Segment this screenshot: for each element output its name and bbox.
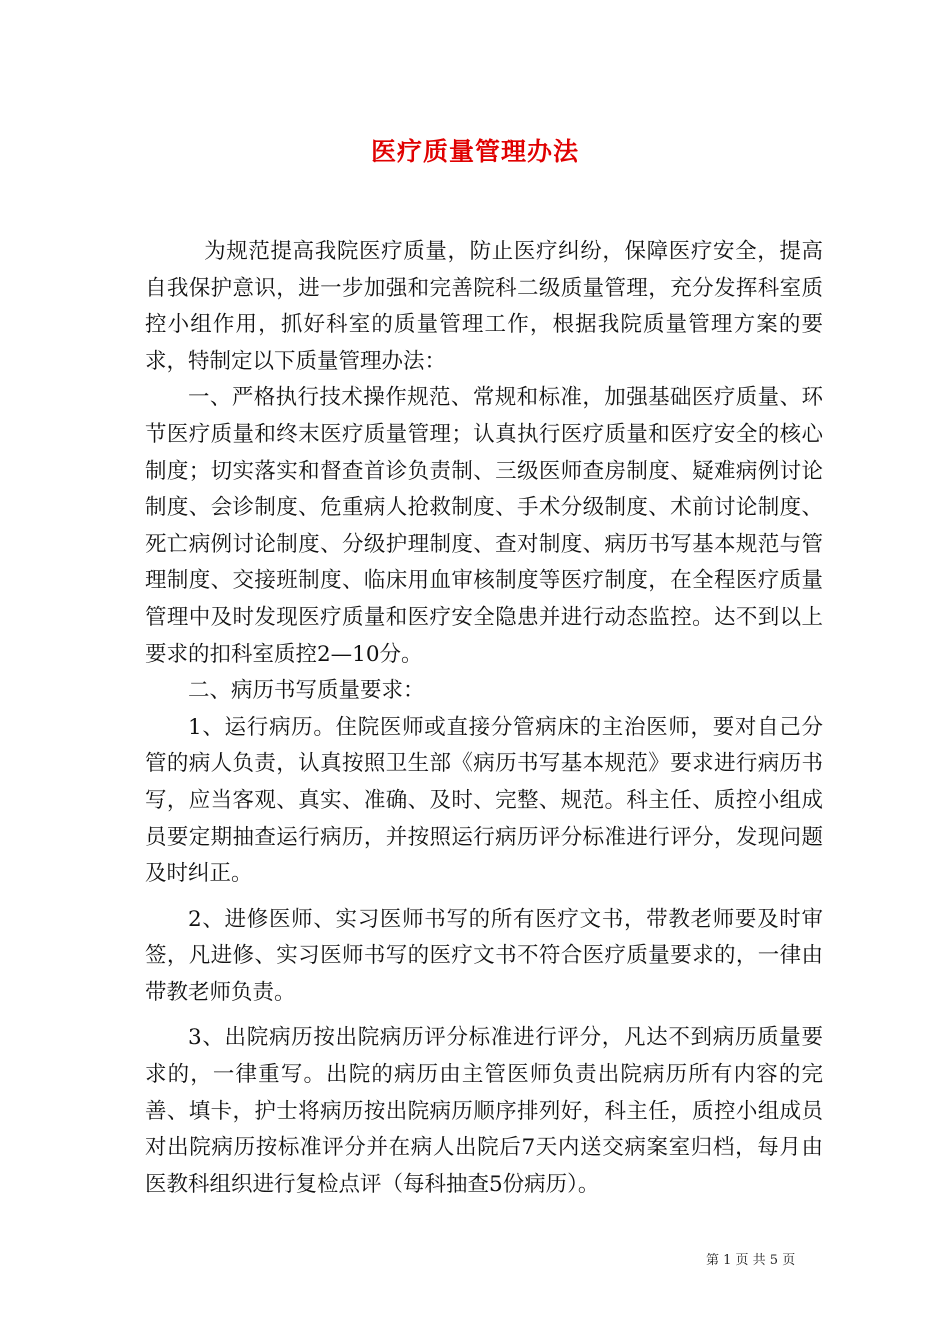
item-two-paragraph: 2、进修医师、实习医师书写的所有医疗文书，带教老师要及时审签，凡进修、实习医师书写的医疗文书不符合医疗质量要求的，一律由带教老师负责。 xyxy=(145,906,823,1005)
item-one-paragraph: 1、运行病历。住院医师或直接分管病床的主治医师，要对自己分管的病人负责，认真按照卫生部《病历书写基本规范》要求进行病历书写，应当客观、真实、准确、及时、完整、规范。科主任、质控小组成员要定期抽查运行病历，并按照运行病历评分标准进行评分，发现问题及时纠正。 xyxy=(145,714,823,887)
intro-paragraph: 为规范提高我院医疗质量，防止医疗纠纷，保障医疗安全，提高自我保护意识，进一步加强和完善院科二级质量管理，充分发挥科室质控小组作用，抓好科室的质量管理工作，根据我院质量管理方案的要求，特制定以下质量管理办法： xyxy=(145,239,823,374)
document-title: 医疗质量管理办法 xyxy=(370,137,579,166)
item-three-paragraph: 3、出院病历按出院病历评分标准进行评分，凡达不到病历质量要求的，一律重写。出院的病历由主管医师负责出院病历所有内容的完善、填卡，护士将病历按出院病历顺序排列好，科主任，质控小组成员对出院病历按标准评分并在病人出院后7天内送交病案室归档，每月由医教科组织进行复检点评（每科抽查5份病历）。 xyxy=(145,1025,823,1197)
page-number-footer: 第 1 页 共 5 页 xyxy=(706,1253,796,1268)
section-one-paragraph: 一、严格执行技术操作规范、常规和标准，加强基础医疗质量、环节医疗质量和终末医疗质量管理；认真执行医疗质量和医疗安全的核心制度；切实落实和督查首诊负责制、三级医师查房制度、疑难病例讨论制度、会诊制度、危重病人抢救制度、手术分级制度、术前讨论制度、死亡病例讨论制度、分级护理制度、查对制度、病历书写基本规范与管理制度、交接班制度、临床用血审核制度等医疗制度，在全程医疗质量管理中及时发现医疗质量和医疗安全隐患并进行动态监控。达不到以上要求的扣科室质控2—10分。 xyxy=(145,385,823,667)
document-body xyxy=(145,234,823,1203)
section-two-heading: 二、病历书写质量要求： xyxy=(188,678,425,704)
